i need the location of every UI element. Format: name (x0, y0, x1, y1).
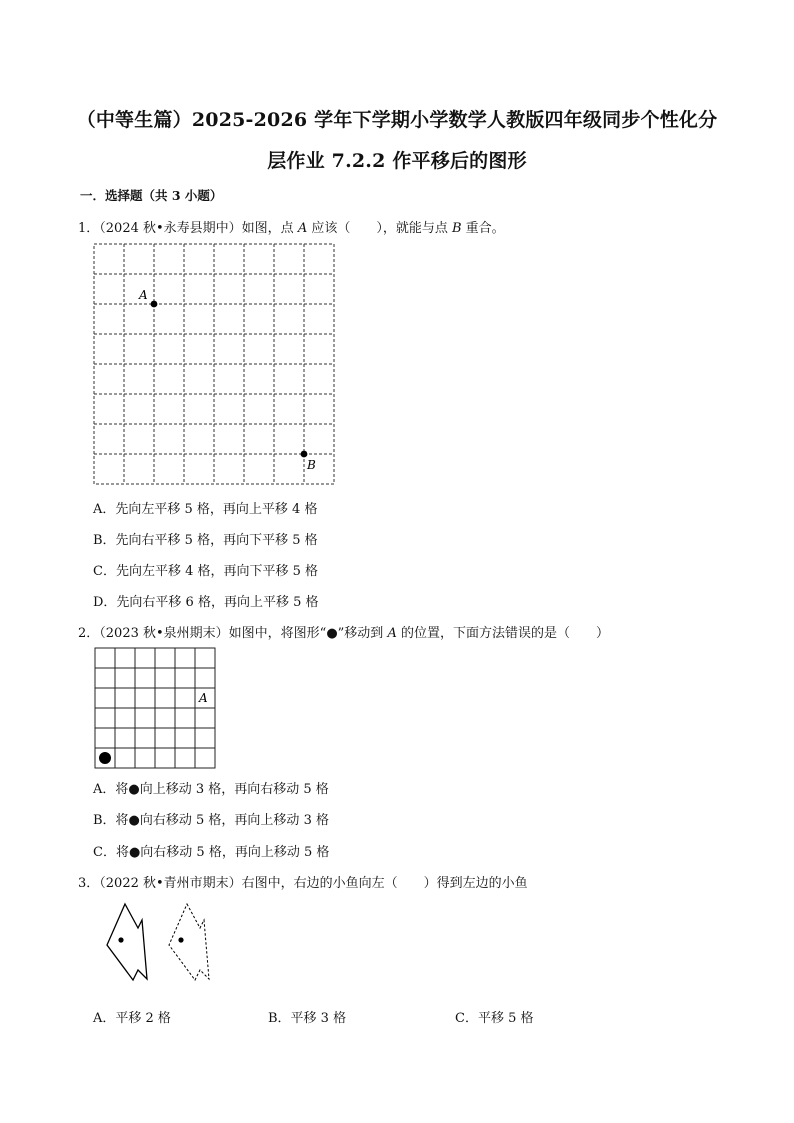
question-2-option-c[interactable]: C．将●向右移动 5 格，再向上移动 5 格 (93, 845, 330, 860)
question-2-option-a[interactable]: A．将●向上移动 3 格，再向右移动 5 格 (93, 782, 329, 797)
question-2-text-b: 的位置，下面方法错误的是（ ） (396, 626, 609, 641)
question-3-number: 3． (78, 876, 100, 891)
question-2-stem (78, 622, 609, 641)
left-fish-solid (107, 904, 147, 980)
point-b-label: B (307, 458, 316, 472)
question-1-number: 1． (78, 221, 100, 236)
question-1-option-c[interactable]: C．先向左平移 4 格，再向下平移 5 格 (93, 564, 319, 579)
point-a-dot (151, 301, 158, 308)
question-1-option-a[interactable]: A．先向左平移 5 格，再向上平移 4 格 (93, 502, 318, 517)
question-1-stem (78, 217, 505, 236)
document-title-line-2: 层作业 7.2.2 作平移后的图形 (267, 150, 527, 172)
question-1-text-a: 如图，点 (241, 221, 298, 236)
section-heading: 一．选择题（共 3 小题） (80, 188, 223, 203)
question-3-option-c[interactable]: C．平移 5 格 (455, 1011, 534, 1026)
document-title-line-1: （中等生篇）2025-2026 学年下学期小学数学人教版四年级同步个性化分 (76, 109, 718, 131)
question-1-source: （2024 秋•永寿县期中） (99, 221, 242, 236)
question-3-source: （2022 秋•青州市期末） (99, 876, 242, 891)
question-1-option-b[interactable]: B．先向右平移 5 格，再向下平移 5 格 (93, 533, 318, 548)
question-3-stem (78, 872, 528, 891)
question-2-grid-figure (94, 647, 218, 771)
question-2-source: （2023 秋•泉州期末） (99, 626, 229, 641)
right-fish-eye (178, 937, 183, 942)
question-3-option-a[interactable]: A．平移 2 格 (93, 1011, 171, 1026)
question-3-option-b[interactable]: B．平移 3 格 (268, 1011, 347, 1026)
question-1-text-b: 应该（ ），就能与点 (307, 221, 452, 236)
question-3-fish-figure (100, 900, 210, 985)
question-1-text-c: 重合。 (461, 221, 505, 236)
point-a-label: A (139, 288, 148, 302)
question-2-number: 2． (78, 626, 100, 641)
question-1-dashed-grid (94, 244, 334, 484)
grid-position-a-label: A (199, 691, 208, 705)
question-2-option-b[interactable]: B．将●向右移动 5 格，再向上移动 3 格 (93, 813, 329, 828)
question-1-option-d[interactable]: D．先向右平移 6 格，再向上平移 5 格 (93, 595, 319, 610)
question-2-text-a: 如图中，将图形“●”移动到 (228, 626, 388, 641)
left-fish-eye (118, 937, 123, 942)
question-1-grid-figure (92, 242, 338, 488)
black-dot-figure (99, 752, 111, 764)
point-b-dot (301, 451, 308, 458)
right-fish-dashed (169, 904, 209, 980)
question-1-point-b: B (451, 221, 462, 236)
question-2-point-a: A (387, 626, 397, 641)
question-3-text: 右图中，右边的小鱼向左（ ）得到左边的小鱼 (241, 876, 528, 891)
question-1-point-a: A (297, 221, 308, 236)
question-2-solid-grid (95, 648, 215, 768)
